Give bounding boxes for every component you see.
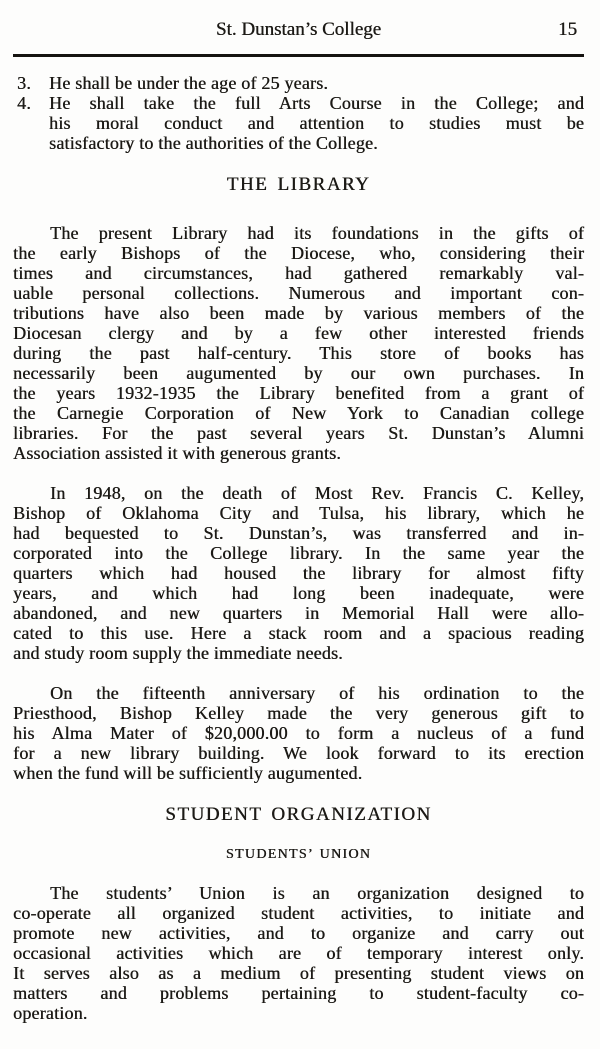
text-line: libraries. For the past several years St. Dunstan’s Alumni [13, 423, 584, 443]
text-line: for a new library building. We look forward to its erection [13, 743, 584, 763]
text-line: the early Bishops of the Diocese, who, considering their [13, 243, 584, 263]
text-line: occasional activities which are of temporary interest only. [13, 943, 584, 963]
text-line: satisfactory to the authorities of the College. [49, 133, 378, 153]
numbered-list [13, 73, 584, 153]
text-line: matters and problems pertaining to student-faculty co- [13, 983, 584, 1003]
text-line: It serves also as a medium of presenting student views on [13, 963, 584, 983]
text-line: his Alma Mater of $20,000.00 to form a nucleus of a fund [13, 723, 584, 743]
paragraph [13, 483, 584, 663]
section-heading: STUDENT ORGANIZATION [165, 804, 432, 825]
page-number: 15 [558, 19, 577, 40]
text-line: co-operate all organized student activities, to initiate and [13, 903, 584, 923]
text-line: the years 1932-1935 the Library benefited from a grant of [13, 383, 584, 403]
list-item [13, 93, 584, 153]
section-heading: THE LIBRARY [226, 174, 371, 195]
text-line: The students’ Union is an organization designed to [50, 883, 584, 903]
text-line: He shall be under the age of 25 years. [49, 73, 328, 93]
list-item-number: 3. [17, 73, 31, 93]
paragraph [13, 683, 584, 783]
paragraph [13, 223, 584, 463]
text-line: corporated into the College library. In the same year the [13, 543, 584, 563]
text-line: In 1948, on the death of Most Rev. Francis C. Kelley, [50, 483, 584, 503]
text-line: Bishop of Oklahoma City and Tulsa, his library, which he [13, 503, 584, 523]
text-line: cated to this use. Here a stack room and a spacious reading [13, 623, 584, 643]
content [13, 57, 584, 1023]
list-item [13, 73, 584, 93]
text-line: when the fund will be sufficiently augumented. [13, 763, 363, 783]
text-line: On the fifteenth anniversary of his ordination to the [50, 683, 584, 703]
text-line: during the past half-century. This store of books has [13, 343, 584, 363]
text-line: Priesthood, Bishop Kelley made the very generous gift to [13, 703, 584, 723]
text-line: operation. [13, 1003, 88, 1023]
paragraph [13, 883, 584, 1023]
text-line: and study room supply the immediate needs. [13, 643, 343, 663]
text-line: tributions have also been made by various members of the [13, 303, 584, 323]
list-item-number: 4. [17, 93, 31, 113]
text-line: the Carnegie Corporation of New York to Canadian college [13, 403, 584, 423]
text-line: Diocesan clergy and by a few other interested friends [13, 323, 584, 343]
running-title: St. Dunstan’s College [215, 19, 382, 40]
text-line: He shall take the full Arts Course in the College; and [49, 93, 584, 113]
section-subheading: STUDENTS’ UNION [225, 847, 372, 862]
text-line: Association assisted it with generous grants. [13, 443, 341, 463]
text-line: times and circumstances, had gathered remarkably val- [13, 263, 584, 283]
text-line: years, and which had long been inadequate, were [13, 583, 584, 603]
text-line: had bequested to St. Dunstan’s, was transferred and in- [13, 523, 584, 543]
text-line: uable personal collections. Numerous and important con- [13, 283, 584, 303]
text-line: The present Library had its foundations in the gifts of [50, 223, 584, 243]
text-line: his moral conduct and attention to studies must be [49, 113, 584, 133]
text-line: abandoned, and new quarters in Memorial Hall were allo- [13, 603, 584, 623]
page-header [13, 20, 584, 40]
text-line: promote new activities, and to organize and carry out [13, 923, 584, 943]
text-line: necessarily been augumented by our own purchases. In [13, 363, 584, 383]
text-line: quarters which had housed the library for almost fifty [13, 563, 584, 583]
page [0, 20, 600, 1049]
